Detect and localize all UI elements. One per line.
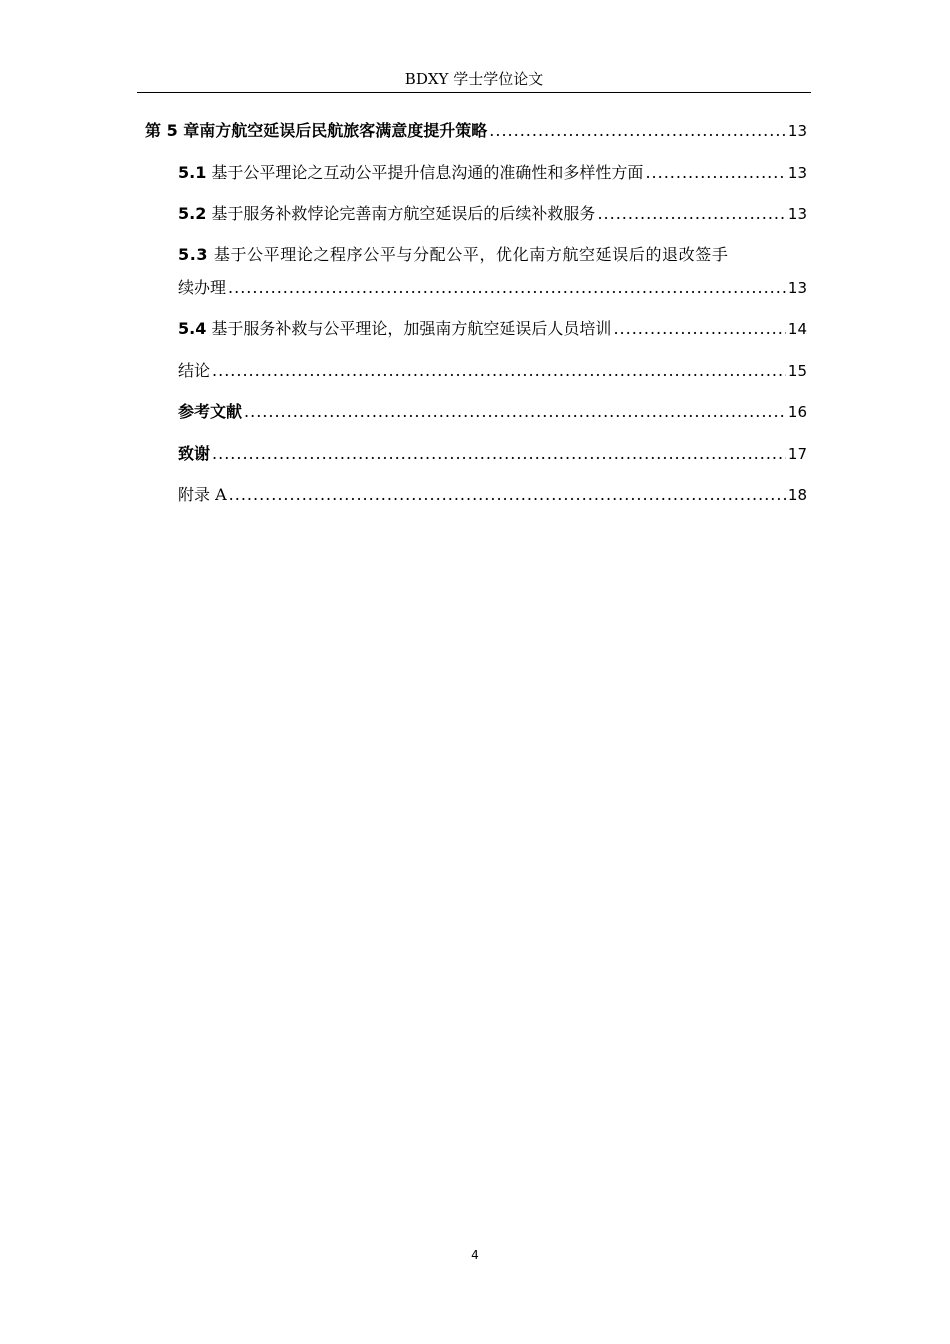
toc-entry-page: 13 — [787, 279, 807, 297]
toc-entry-title — [178, 203, 595, 225]
toc-entry-page: 16 — [787, 403, 807, 421]
toc-leader-dots — [489, 120, 786, 142]
toc-entry-section-5-2[interactable] — [178, 203, 807, 225]
header-title: BDXY 学士学位论文 — [404, 70, 544, 88]
toc-entry-title — [178, 162, 643, 184]
page-number: 4 — [471, 1248, 479, 1262]
toc-entry-text: 基于公平理论之程序公平与分配公平，优化南方航空延误后的退改签手 — [208, 245, 729, 264]
toc-leader-dots — [597, 203, 785, 225]
toc-entry-title: 参考文献 — [178, 402, 243, 421]
toc-entry-section-5-1[interactable] — [178, 162, 807, 184]
toc-entry-title: 第 5 章南方航空延误后民航旅客满意度提升策略 — [145, 121, 488, 140]
toc-entry-title: 结论 — [178, 361, 211, 380]
toc-entry-conclusion[interactable] — [178, 360, 807, 382]
toc-entry-page: 15 — [787, 362, 807, 380]
toc-entry-title: 致谢 — [178, 444, 211, 463]
toc-entry-page: 14 — [787, 320, 807, 338]
toc-entry-text: 基于服务补救悖论完善南方航空延误后的后续补救服务 — [206, 204, 596, 223]
toc-entry-text: 基于服务补救与公平理论，加强南方航空延误后人员培训 — [206, 319, 612, 338]
toc-leader-dots — [212, 443, 786, 465]
toc-leader-dots — [228, 277, 786, 299]
toc-entry-text: 基于公平理论之互动公平提升信息沟通的准确性和多样性方面 — [206, 163, 644, 182]
toc-leader-dots — [613, 318, 785, 340]
toc-entry-number: 5.4 — [178, 319, 207, 338]
toc-entry-title: 附录 A — [178, 485, 227, 504]
toc-entry-title — [178, 318, 611, 340]
toc-entry-references[interactable] — [178, 401, 807, 423]
toc-leader-dots — [212, 360, 786, 382]
toc-entry-page: 17 — [787, 445, 807, 463]
toc-entry-number: 5.1 — [178, 163, 207, 182]
toc-entry-acknowledgements[interactable] — [178, 443, 807, 465]
toc-entry-appendix-a[interactable] — [178, 484, 807, 506]
toc-entry-number: 5.2 — [178, 204, 207, 223]
toc-leader-dots — [229, 484, 786, 506]
table-of-contents — [0, 0, 950, 600]
toc-entry-page: 13 — [787, 164, 807, 182]
toc-entry-page: 13 — [787, 205, 807, 223]
toc-entry-page: 18 — [787, 486, 807, 504]
toc-entry-page: 13 — [787, 122, 807, 140]
toc-entry-section-5-4[interactable] — [178, 318, 807, 340]
toc-leader-dots — [244, 401, 786, 423]
toc-leader-dots — [645, 162, 785, 184]
toc-entry-section-5-3-line1[interactable] — [178, 244, 807, 266]
toc-entry-section-5-3-line2[interactable] — [178, 277, 807, 299]
toc-entry-number: 5.3 — [178, 245, 209, 264]
toc-entry-chapter-5[interactable] — [145, 120, 807, 142]
toc-entry-text: 续办理 — [178, 278, 227, 297]
